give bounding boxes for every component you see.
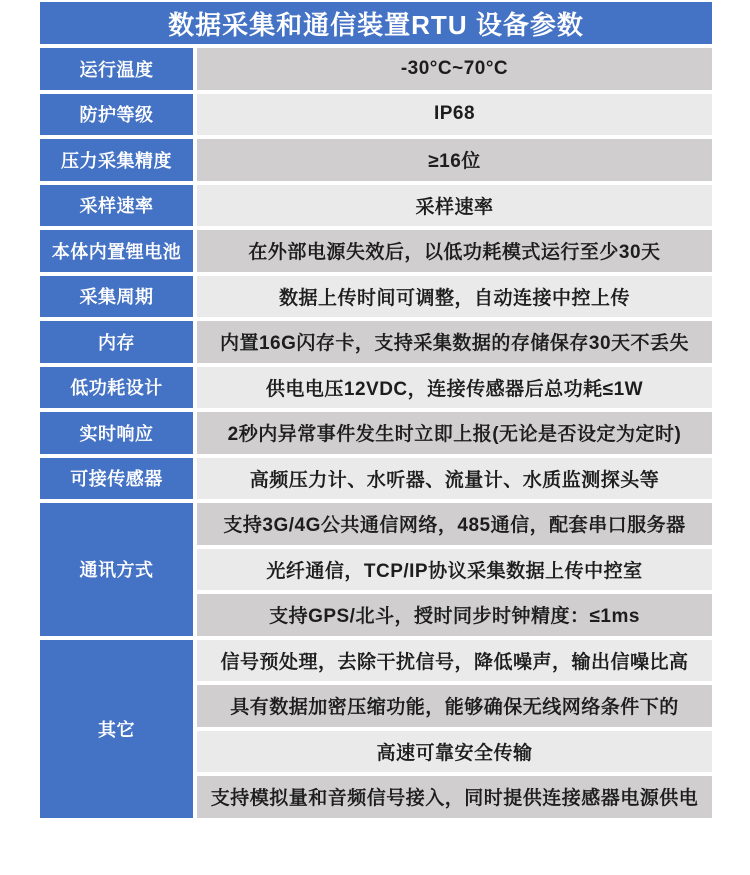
row-value: ≥16位 (197, 139, 712, 181)
row-value: 信号预处理，去除干扰信号，降低噪声，输出信噪比高 (197, 640, 712, 682)
row-label: 本体内置锂电池 (40, 230, 193, 272)
table-row (40, 367, 712, 409)
row-value: 光纤通信，TCP/IP协议采集数据上传中控室 (197, 549, 712, 591)
table-row (40, 276, 712, 318)
row-value: 支持3G/4G公共通信网络，485通信，配套串口服务器 (197, 503, 712, 545)
spec-table (40, 2, 712, 822)
row-label: 其它 (40, 640, 193, 818)
table-row (40, 412, 712, 454)
row-value: 内置16G闪存卡，支持采集数据的存储保存30天不丢失 (197, 321, 712, 363)
row-value: 支持模拟量和音频信号接入，同时提供连接感器电源供电 (197, 776, 712, 818)
row-value: 采样速率 (197, 185, 712, 227)
table-row (40, 458, 712, 500)
row-label: 采样速率 (40, 185, 193, 227)
row-value: 具有数据加密压缩功能，能够确保无线网络条件下的 (197, 685, 712, 727)
row-label: 压力采集精度 (40, 139, 193, 181)
row-value: 高速可靠安全传输 (197, 731, 712, 773)
page-title: 数据采集和通信装置RTU 设备参数 (40, 2, 712, 44)
table-row (40, 230, 712, 272)
row-value: IP68 (197, 94, 712, 136)
row-value: -30°C~70°C (197, 48, 712, 90)
table-row (40, 48, 712, 90)
row-label: 可接传感器 (40, 458, 193, 500)
row-label: 采集周期 (40, 276, 193, 318)
table-row-group-other (40, 640, 712, 818)
row-value: 在外部电源失效后，以低功耗模式运行至少30天 (197, 230, 712, 272)
table-row (40, 185, 712, 227)
row-label: 内存 (40, 321, 193, 363)
row-value: 高频压力计、水听器、流量计、水质监测探头等 (197, 458, 712, 500)
table-row (40, 94, 712, 136)
table-row (40, 321, 712, 363)
row-label: 防护等级 (40, 94, 193, 136)
row-label: 通讯方式 (40, 503, 193, 636)
row-value: 2秒内异常事件发生时立即上报(无论是否设定为定时) (197, 412, 712, 454)
row-value: 数据上传时间可调整，自动连接中控上传 (197, 276, 712, 318)
table-row (40, 139, 712, 181)
row-value: 供电电压12VDC，连接传感器后总功耗≤1W (197, 367, 712, 409)
table-row-group-communication (40, 503, 712, 636)
row-value: 支持GPS/北斗，授时同步时钟精度：≤1ms (197, 594, 712, 636)
row-label: 运行温度 (40, 48, 193, 90)
row-label: 低功耗设计 (40, 367, 193, 409)
row-label: 实时响应 (40, 412, 193, 454)
